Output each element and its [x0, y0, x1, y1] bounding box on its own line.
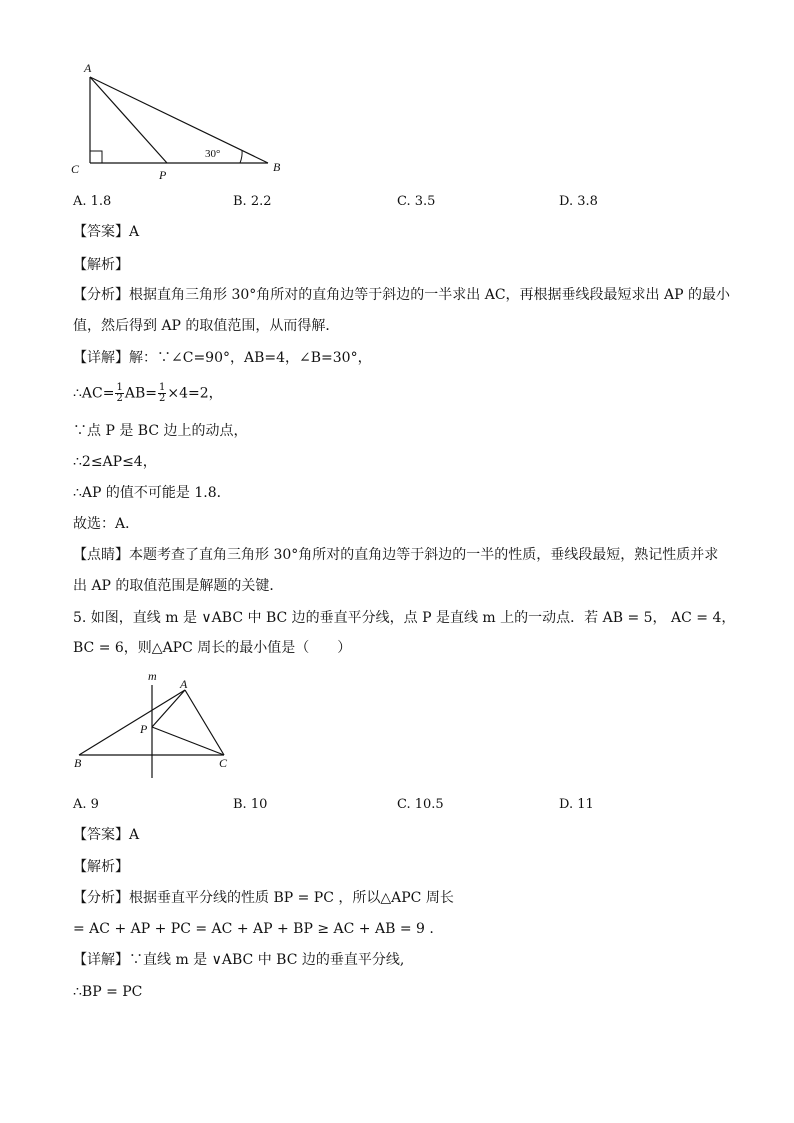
detail2-post: ×4=2， [167, 385, 223, 402]
q5-answer-value: A [129, 827, 140, 843]
q5-fenxi-text: 根据垂直平分线的性质 BP = PC ，所以△APC 周长 [129, 890, 454, 906]
q5-detail-line1 [73, 950, 404, 970]
q4-detail-line3: ∵点 P 是 BC 边上的动点， [73, 423, 248, 439]
fig1-label-c: C [71, 162, 80, 176]
frac-num-2: 1 [158, 382, 166, 393]
q4-option-a: A. 1.8 [73, 194, 112, 209]
q5-option-b: B. 10 [233, 797, 268, 812]
fig1-angle-label: 30° [205, 148, 221, 160]
q5-option-d: D. 11 [559, 797, 594, 812]
q4-detail-line1 [73, 348, 372, 368]
q5-fenxi-line1 [73, 888, 454, 908]
detail2-mid: AB= [124, 385, 157, 402]
fraction-half [115, 383, 123, 404]
fig1-label-a: A [84, 61, 92, 75]
q4-option-b: B. 2.2 [233, 194, 272, 209]
frac-den: 2 [116, 393, 123, 404]
q5-detail-text: ∵直线 m 是 ∨ABC 中 BC 边的垂直平分线, [129, 952, 405, 968]
answer-value: A [129, 224, 140, 240]
q5-option-c: C. 10.5 [397, 797, 444, 812]
q4-dianjing-line2: 出 AP 的取值范围是解题的关键． [73, 578, 284, 594]
q4-fenxi-line2: 值，然后得到 AP 的取值范围，从而得解． [73, 318, 340, 334]
q5-fenxi-line2: = AC + AP + PC = AC + AP + BP ≥ AC + AB = 9 . [73, 921, 434, 937]
detail2-pre: ∴AC= [73, 385, 115, 402]
q5-detail-line2: ∴BP = PC [73, 984, 143, 1000]
q5-detail-tag: 【详解】 [73, 952, 129, 968]
triangle-figure-2 [66, 668, 256, 783]
fig1-label-p: P [159, 168, 167, 182]
fenxi-text: 根据直角三角形 30°角所对的直角边等于斜边的一半求出 AC，再根据垂线段最短求出 AP 的最小 [129, 287, 730, 303]
dianjing-text: 本题考查了直角三角形 30°角所对的直角边等于斜边的一半的性质，垂线段最短，熟记性质并求 [129, 547, 719, 563]
q4-analysis-tag: 【解析】 [73, 257, 129, 273]
q5-stem-line1: 5. 如图，直线 m 是 ∨ABC 中 BC 边的垂直平分线，点 P 是直线 m 上的一动点．若 AB = 5， AC = 4， [73, 610, 736, 626]
q4-option-c: C. 3.5 [397, 194, 436, 209]
q5-fenxi-tag: 【分析】 [73, 890, 129, 906]
q4-fenxi-line1 [73, 285, 730, 305]
q5-analysis-tag: 【解析】 [73, 859, 129, 875]
q4-answer [73, 222, 139, 242]
q5-stem-line2: BC = 6，则△APC 周长的最小值是（ ） [73, 640, 352, 656]
fig2-label-c: C [219, 756, 228, 770]
answer-tag: 【答案】 [73, 224, 129, 240]
q4-detail-line2 [73, 383, 223, 404]
q4-detail-line4: ∴2≤AP≤4， [73, 454, 157, 470]
detail-tag: 【详解】 [73, 350, 129, 366]
frac-num: 1 [116, 382, 123, 393]
fig1-label-b: B [273, 160, 281, 174]
q5-option-a: A. 9 [73, 797, 99, 812]
q4-option-d: D. 3.8 [559, 194, 598, 209]
fig2-label-p: P [140, 722, 148, 736]
fig2-label-a: A [180, 677, 188, 691]
q5-answer-tag: 【答案】 [73, 827, 129, 843]
fig2-label-m: m [148, 669, 157, 683]
q4-detail-line5: ∴AP 的值不可能是 1.8． [73, 485, 231, 501]
q5-answer [73, 825, 139, 845]
triangle-figure-1 [66, 60, 296, 185]
q4-dianjing-line1 [73, 545, 718, 565]
fenxi-tag: 【分析】 [73, 287, 129, 303]
fig2-label-b: B [74, 756, 82, 770]
dianjing-tag: 【点睛】 [73, 547, 129, 563]
fraction-half-2 [158, 383, 166, 404]
detail-text: 解：∵∠C=90°，AB=4，∠B=30°， [129, 350, 372, 366]
frac-den-2: 2 [158, 393, 166, 404]
q4-choose: 故选：A． [73, 516, 140, 532]
